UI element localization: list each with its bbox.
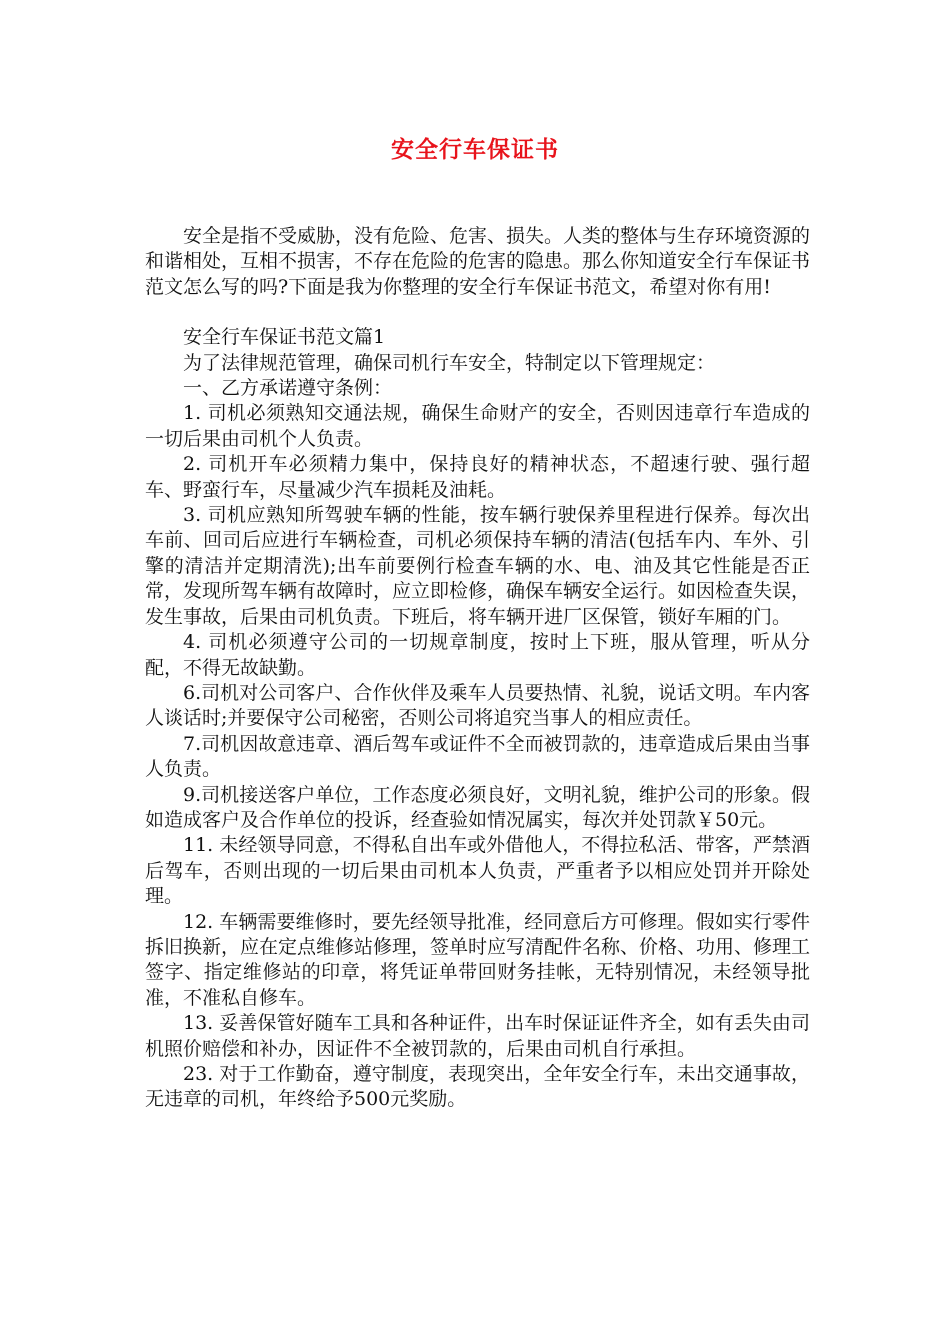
list-item: 11. 未经领导同意，不得私自出车或外借他人，不得拉私活、带客，严禁酒后驾车，否则出现的一切后果由司机本人负责，严重者予以相应处罚并开除处理。 (145, 834, 810, 908)
section-heading: 安全行车保证书范文篇1 (183, 326, 386, 349)
list-item: 3. 司机应熟知所驾驶车辆的性能，按车辆行驶保养里程进行保养。每次出车前、回司后应进行车辆检查，司机必须保持车辆的清洁(包括车内、车外、引擎的清洁并定期清洗);出车前要例行检查车辆的水、电、油及其它性能是否正常，发现所驾车辆有故障时，应立即检修，确保车辆安全运行。如因检查失误，发生事故，后果由司机负责。下班后，将车辆开进厂区保管，锁好车厢的门。 (145, 504, 811, 628)
intro-paragraph: 安全是指不受威胁，没有危险、危害、损失。人类的整体与生存环境资源的和谐相处，互相不损害，不存在危险的危害的隐患。那么你知道安全行车保证书范文怎么写的吗?下面是我为你整理的安全行车保证书范文，希望对你有用! (145, 225, 811, 298)
paragraph: 一、乙方承诺遵守条例： (183, 377, 393, 400)
list-item: 2. 司机开车必须精力集中，保持良好的精神状态，不超速行驶、强行超车、野蛮行车，尽量减少汽车损耗及油耗。 (145, 453, 810, 501)
list-item: 1. 司机必须熟知交通法规，确保生命财产的安全，否则因违章行车造成的一切后果由司机个人负责。 (145, 402, 810, 450)
list-item: 7.司机因故意违章、酒后驾车或证件不全而被罚款的，违章造成后果由当事人负责。 (145, 732, 810, 781)
document-body (145, 224, 810, 1113)
paragraph: 为了法律规范管理，确保司机行车安全，特制定以下管理规定： (183, 351, 716, 374)
list-item: 9.司机接送客户单位，工作态度必须良好，文明礼貌，维护公司的形象。假如造成客户及合作单位的投诉，经查验如情况属实，每次并处罚款￥50元。 (145, 783, 810, 831)
list-item: 23. 对于工作勤奋，遵守制度，表现突出，全年安全行车，未出交通事故，无违章的司机，年终给予500元奖励。 (145, 1063, 810, 1111)
list-item: 13. 妥善保管好随车工具和各种证件，出车时保证证件齐全，如有丢失由司机照价赔偿和补办，因证件不全被罚款的，后果由司机自行承担。 (145, 1012, 810, 1060)
list-item: 12. 车辆需要维修时，要先经领导批准，经同意后方可修理。假如实行零件拆旧换新，应在定点维修站修理，签单时应写清配件名称、价格、功用、修理工签字、指定维修站的印章，将凭证单带回财务挂帐，无特别情况，未经领导批准，不准私自修车。 (145, 910, 811, 1009)
page-title: 安全行车保证书 (391, 137, 559, 163)
list-item: 4. 司机必须遵守公司的一切规章制度，按时上下班，服从管理，听从分配，不得无故缺勤。 (145, 631, 810, 679)
list-item: 6.司机对公司客户、合作伙伴及乘车人员要热情、礼貌，说话文明。车内客人谈话时;并要保守公司秘密，否则公司将追究当事人的相应责任。 (145, 681, 810, 730)
